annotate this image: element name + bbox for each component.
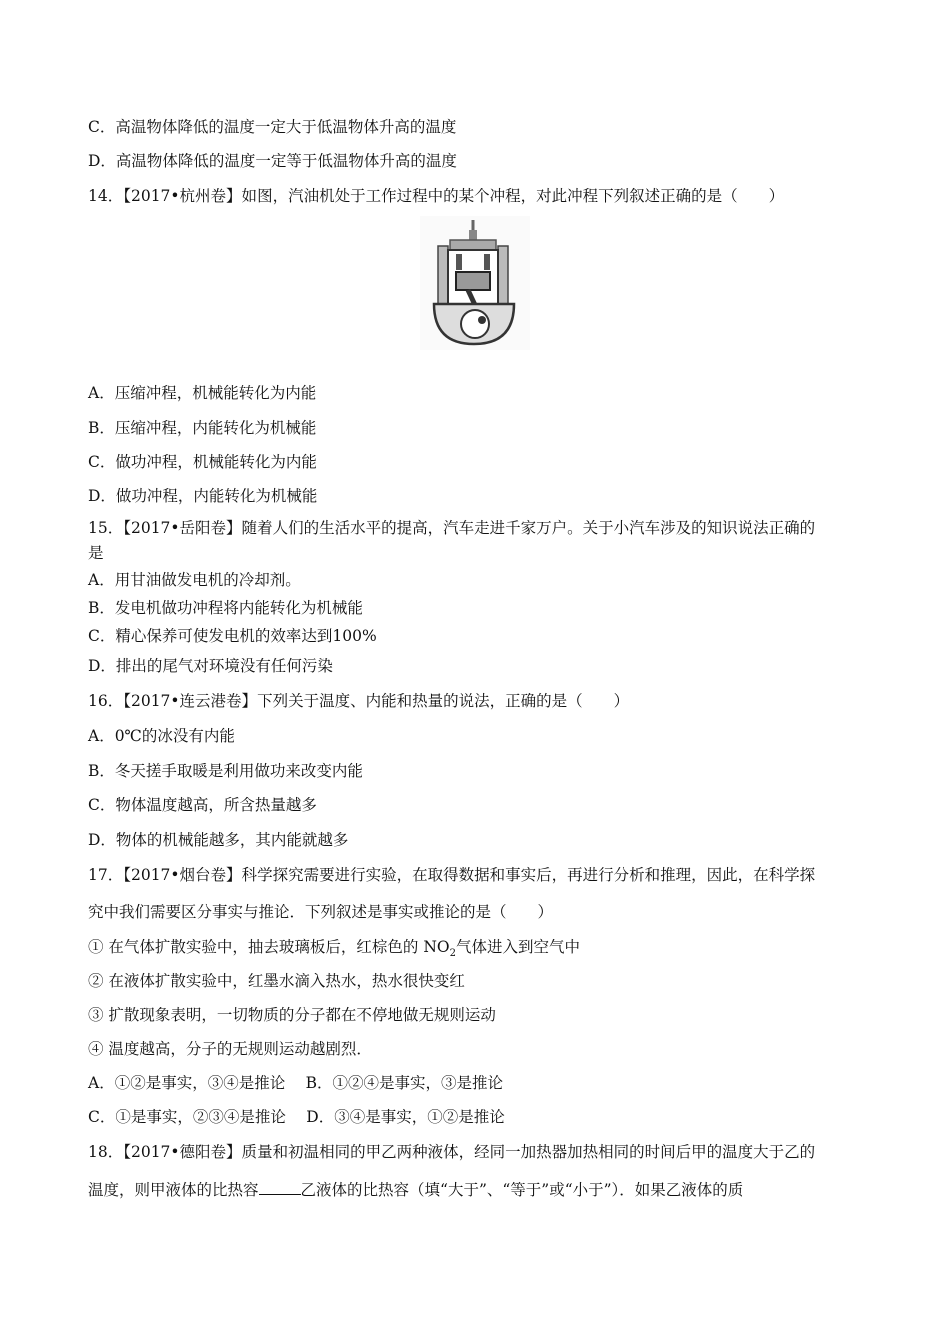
q14-option-d: D．做功冲程，内能转化为机械能 — [88, 487, 318, 505]
q14-option-a: A．压缩冲程，机械能转化为内能 — [88, 384, 317, 402]
q17-stem-line1: 17．【2017•烟台卷】科学探究需要进行实验，在取得数据和事实后，再进行分析和推理，因此，在科学探 — [88, 866, 816, 884]
q16-stem: 16．【2017•连云港卷】下列关于温度、内能和热量的说法，正确的是（ ） — [88, 692, 630, 710]
q17-statement-3: ③ 扩散现象表明，一切物质的分子都在不停地做无规则运动 — [88, 1006, 496, 1024]
q14-stem: 14．【2017•杭州卷】如图，汽油机处于工作过程中的某个冲程，对此冲程下列叙述正确的是（ ） — [88, 187, 785, 205]
q16-option-a: A．0℃的冰没有内能 — [88, 727, 235, 745]
q17-statement-1: ① 在气体扩散实验中，抽去玻璃板后，红棕色的 $NO_2$气体进入到空气中 — [88, 938, 581, 960]
q16-option-c: C．物体温度越高，所含热量越多 — [88, 796, 317, 814]
q14-option-c: C．做功冲程，机械能转化为内能 — [88, 453, 317, 471]
q13-option-c: C．高温物体降低的温度一定大于低温物体升高的温度 — [88, 118, 457, 136]
q17-stem-line2: 究中我们需要区分事实与推论．下列叙述是事实或推论的是（ ） — [88, 903, 554, 921]
q16-option-d: D．物体的机械能越多，其内能就越多 — [88, 831, 349, 849]
q17-options-cd: C．①是事实，②③④是推论 D．③④是事实，①②是推论 — [88, 1108, 505, 1126]
q18-stem-line2: 温度，则甲液体的比热容 乙液体的比热容（填“大于”、“等于”或“小于”）．如果乙液体的质 — [88, 1181, 744, 1199]
q18-stem-line1: 18．【2017•德阳卷】质量和初温相同的甲乙两种液体，经同一加热器加热相同的时间后甲的温度大于乙的 — [88, 1143, 816, 1161]
q13-option-d: D．高温物体降低的温度一定等于低温物体升高的温度 — [88, 152, 457, 170]
q15-option-a: A．用甘油做发电机的冷却剂。 — [88, 571, 301, 589]
gasoline-engine-figure — [420, 216, 530, 350]
q15-option-c: C．精心保养可使发电机的效率达到100% — [88, 627, 377, 645]
q16-option-b: B．冬天搓手取暖是利用做功来改变内能 — [88, 762, 363, 780]
q15-option-d: D．排出的尾气对环境没有任何污染 — [88, 657, 333, 675]
q15-stem-line1: 15．【2017•岳阳卷】随着人们的生活水平的提高，汽车走进千家万户。关于小汽车涉及的知识说法正确的 — [88, 519, 816, 537]
q15-stem-line2: 是 — [88, 544, 104, 562]
q17-statement-2: ② 在液体扩散实验中，红墨水滴入热水，热水很快变红 — [88, 972, 465, 990]
answer-blank[interactable] — [259, 1180, 301, 1195]
q17-options-ab: A．①②是事实，③④是推论 B．①②④是事实，③是推论 — [88, 1074, 504, 1092]
q15-option-b: B．发电机做功冲程将内能转化为机械能 — [88, 599, 363, 617]
q14-option-b: B．压缩冲程，内能转化为机械能 — [88, 419, 317, 437]
q17-statement-4: ④ 温度越高，分子的无规则运动越剧烈． — [88, 1040, 372, 1058]
